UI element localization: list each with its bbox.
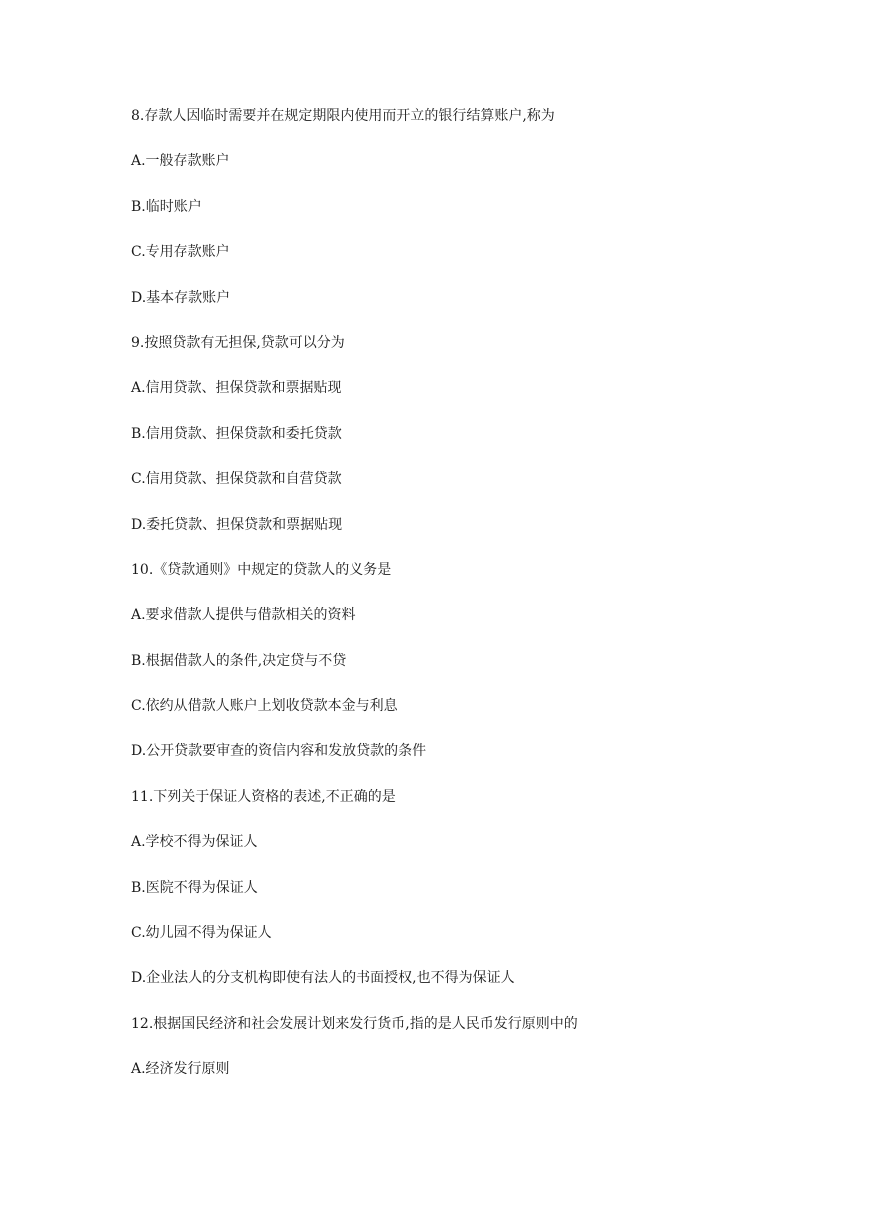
question-8-stem: 8.存款人因临时需要并在规定期限内使用而开立的银行结算账户,称为 [131, 108, 555, 124]
question-11-option-c: C.幼儿园不得为保证人 [131, 925, 272, 942]
question-8-option-a: A.一般存款账户 [131, 153, 230, 170]
question-10-option-d: D.公开贷款要审查的资信内容和发放贷款的条件 [131, 743, 427, 760]
question-9-option-c: C.信用贷款、担保贷款和自营贷款 [131, 471, 342, 488]
question-11-option-b: B.医院不得为保证人 [131, 879, 258, 896]
question-9-option-d: D.委托贷款、担保贷款和票据贴现 [131, 516, 343, 533]
question-12-stem: 12.根据国民经济和社会发展计划来发行货币,指的是人民币发行原则中的 [131, 1015, 578, 1032]
question-9-option-a: A.信用贷款、担保贷款和票据贴现 [131, 380, 342, 397]
question-10-stem: 10.《贷款通则》中规定的贷款人的义务是 [131, 561, 392, 578]
question-8-option-c: C.专用存款账户 [131, 244, 230, 261]
question-11-stem: 11.下列关于保证人资格的表述,不正确的是 [131, 788, 396, 805]
question-11-option-a: A.学校不得为保证人 [131, 834, 258, 851]
question-12-option-a: A.经济发行原则 [131, 1061, 230, 1078]
question-10-option-b: B.根据借款人的条件,决定贷与不贷 [131, 652, 347, 669]
question-10-option-c: C.依约从借款人账户上划收贷款本金与利息 [131, 698, 398, 715]
question-11-option-d: D.企业法人的分支机构即使有法人的书面授权,也不得为保证人 [131, 970, 515, 987]
question-list [131, 103, 829, 1102]
question-8-option-b: B.临时账户 [131, 198, 202, 215]
question-9-option-b: B.信用贷款、担保贷款和委托贷款 [131, 425, 342, 442]
question-9-stem: 9.按照贷款有无担保,贷款可以分为 [131, 334, 345, 351]
question-8-option-d: D.基本存款账户 [131, 289, 231, 306]
question-10-option-a: A.要求借款人提供与借款相关的资料 [131, 607, 356, 624]
